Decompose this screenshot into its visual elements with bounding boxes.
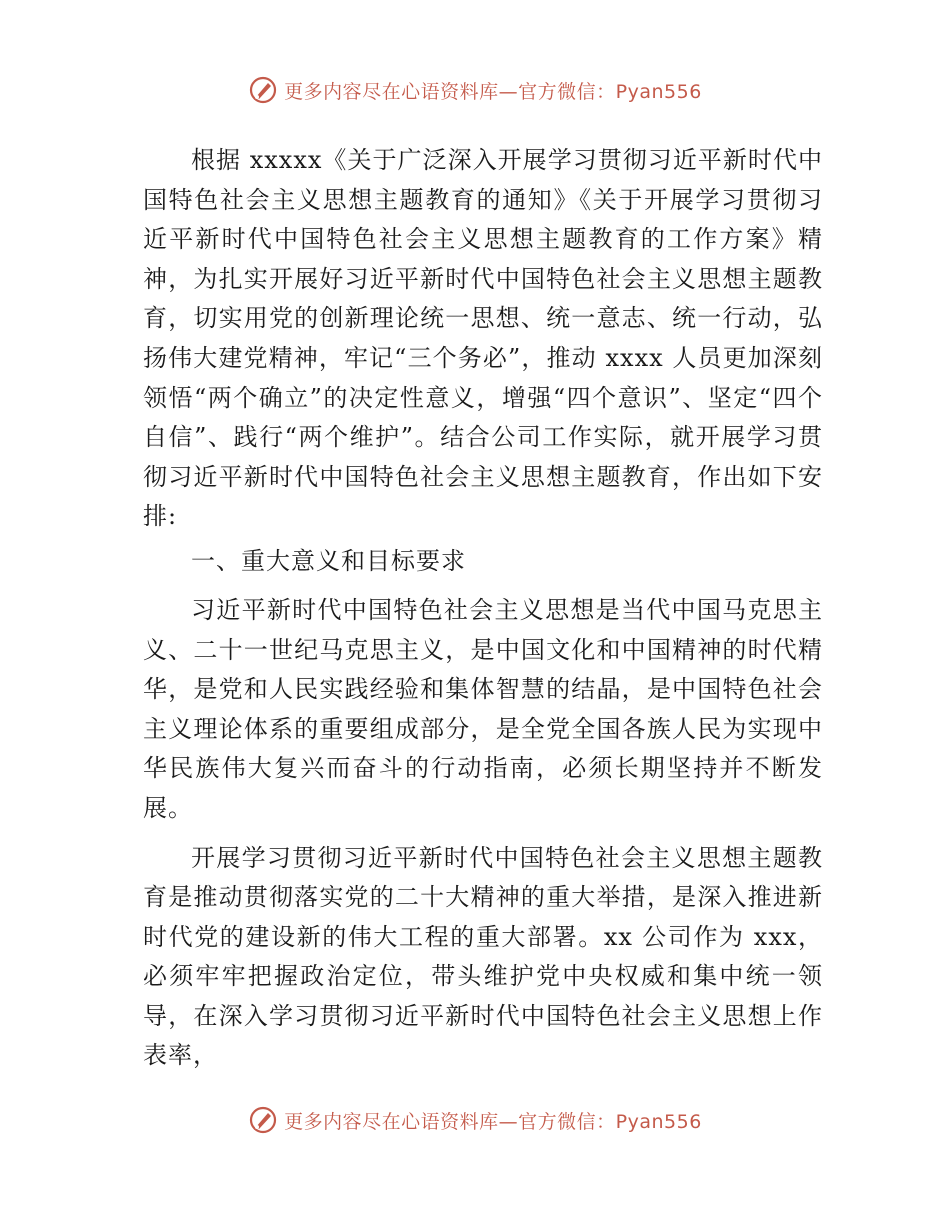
- body-paragraph: 习近平新时代中国特色社会主义思想是当代中国马克思主义、二十一世纪马克思主义，是中国文化和中国精神的时代精华，是党和人民实践经验和集体智慧的结晶，是中国特色社会主义理论体系的重要组成部分，是全党全国各族人民为实现中华民族伟大复兴而奋斗的行动指南，必须长期坚持并不断发展。: [143, 595, 823, 822]
- document-body: [143, 141, 823, 1076]
- watermark-text: 更多内容尽在心语资料库—官方微信：Pyan556: [284, 80, 702, 103]
- pen-circle-logo-icon: [248, 1105, 278, 1135]
- body-paragraph: 开展学习贯彻习近平新时代中国特色社会主义思想主题教育是推动贯彻落实党的二十大精神的重大举措，是深入推进新时代党的建设新的伟大工程的重大部署。xx 公司作为 xxx，必须牢牢把握政治定位，带头维护党中央权威和集中统一领导，在深入学习贯彻习近平新时代中国特色社会主义思想上作表率，: [143, 843, 823, 1070]
- pen-circle-logo-icon: [248, 75, 278, 105]
- watermark-text: 更多内容尽在心语资料库—官方微信：Pyan556: [284, 1110, 702, 1133]
- section-heading: 一、重大意义和目标要求: [191, 546, 466, 575]
- intro-paragraph: 根据 xxxxx《关于广泛深入开展学习贯彻习近平新时代中国特色社会主义思想主题教育的通知》《关于开展学习贯彻习近平新时代中国特色社会主义思想主题教育的工作方案》精神，为扎实开展好习近平新时代中国特色社会主义思想主题教育，切实用党的创新理论统一思想、统一意志、统一行动，弘扬伟大建党精神，牢记“三个务必”，推动 xxxx 人员更加深刻领悟“两个确立”的决定性意义，增强“四个意识”、坚定“四个自信”、践行“两个维护”。结合公司工作实际，就开展学习贯彻习近平新时代中国特色社会主义思想主题教育，作出如下安排:: [143, 146, 823, 531]
- watermark-banner-bottom: [0, 1100, 950, 1140]
- watermark-banner-top: [0, 70, 950, 110]
